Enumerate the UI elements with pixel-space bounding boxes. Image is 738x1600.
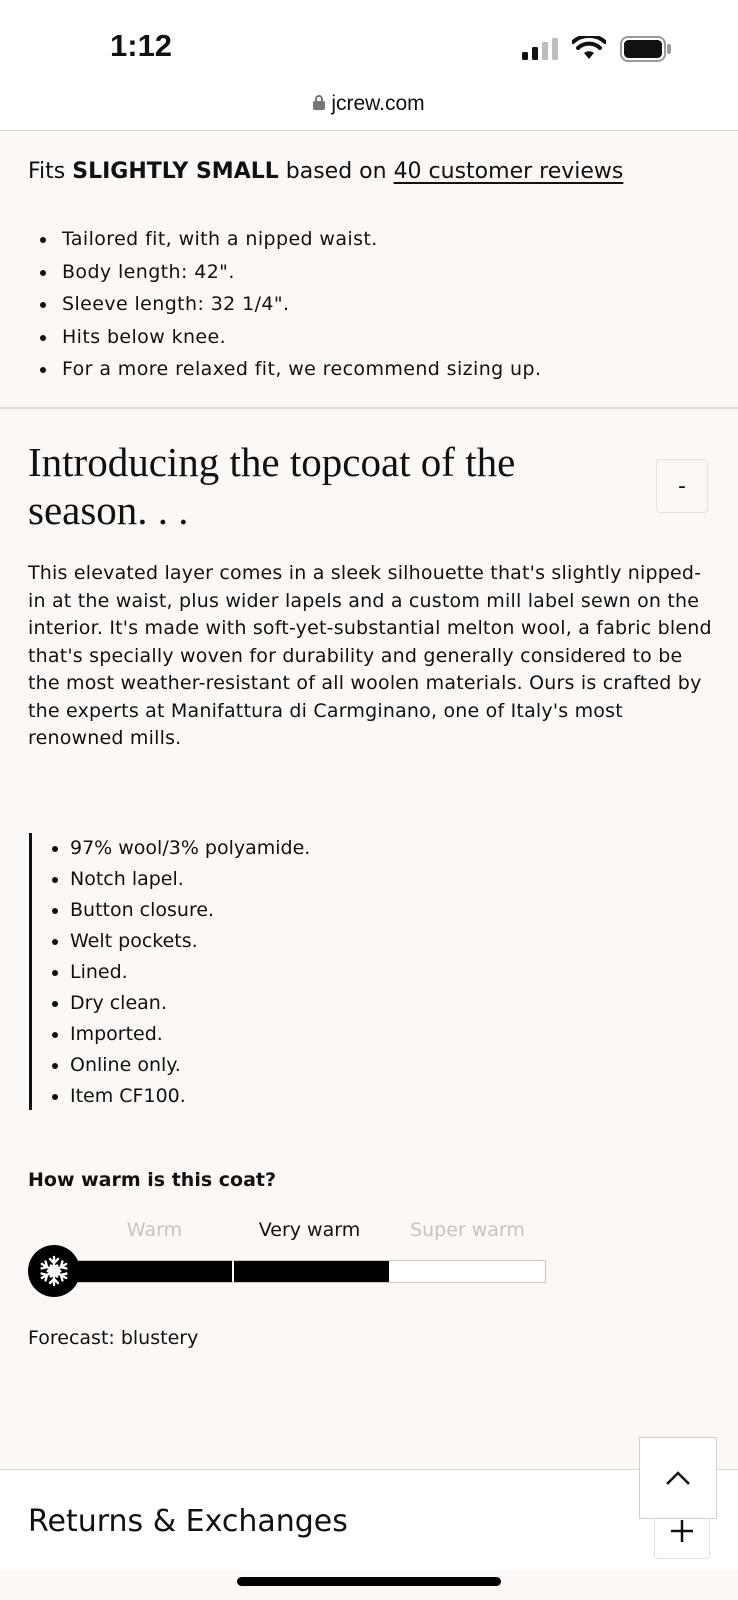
snowflake-icon xyxy=(37,1254,71,1288)
list-item: Lined. xyxy=(32,957,310,988)
status-time: 1:12 xyxy=(110,28,173,63)
warmth-meter-divider xyxy=(232,1261,234,1282)
list-item: Notch lapel. xyxy=(32,864,310,895)
url-text: jcrew.com xyxy=(331,92,425,115)
list-item: Button closure. xyxy=(32,895,310,926)
wifi-icon xyxy=(572,36,606,62)
warmth-level-super-warm: Super warm xyxy=(410,1219,525,1241)
warmth-forecast: Forecast: blustery xyxy=(28,1327,199,1349)
warmth-level-warm: Warm xyxy=(126,1219,183,1241)
collapse-button[interactable]: - xyxy=(656,459,708,513)
warmth-question: How warm is this coat? xyxy=(28,1169,277,1191)
fit-points-list xyxy=(28,223,541,386)
list-item: Dry clean. xyxy=(32,988,310,1019)
chevron-up-icon xyxy=(665,1470,691,1486)
list-item: Imported. xyxy=(32,1019,310,1050)
fit-section xyxy=(0,131,738,409)
list-item: Hits below knee. xyxy=(28,321,541,354)
list-item: Welt pockets. xyxy=(32,926,310,957)
reviews-link[interactable]: 40 customer reviews xyxy=(393,159,624,184)
browser-status-bar xyxy=(0,0,738,131)
plus-icon xyxy=(669,1518,695,1544)
list-item: Body length: 42". xyxy=(28,256,541,289)
fit-prefix: Fits xyxy=(28,159,73,184)
home-indicator xyxy=(237,1577,501,1586)
lock-icon xyxy=(313,94,325,110)
product-description: This elevated layer comes in a sleek silhouette that's slightly nipped-in at the waist, plus wider lapels and a custom mill label sewn on the interior. It's made with soft-yet-substantial melton wool, a fabric blend that's specially woven for durability and generally considered to be the most weather-resistant of all woolen materials. Ours is crafted by the experts at Manifattura di Carmginano, one of Italy's most renowned mills. xyxy=(28,562,712,749)
product-details xyxy=(29,833,310,1110)
returns-title: Returns & Exchanges xyxy=(28,1504,348,1539)
list-item: For a more relaxed fit, we recommend sizing up. xyxy=(28,353,541,386)
fit-summary xyxy=(28,159,623,184)
warmth-meter xyxy=(76,1260,546,1283)
returns-accordion[interactable] xyxy=(0,1469,738,1570)
list-item: Online only. xyxy=(32,1050,310,1081)
back-to-top-button[interactable] xyxy=(639,1437,717,1519)
snowflake-badge xyxy=(28,1245,80,1297)
product-headline: Introducing the topcoat of the season. . . xyxy=(28,439,516,533)
fit-middle: based on xyxy=(278,159,394,184)
fit-size: SLIGHTLY SMALL xyxy=(72,159,279,184)
cellular-signal-icon xyxy=(522,38,560,60)
list-item: 97% wool/3% polyamide. xyxy=(32,833,310,864)
list-item: Tailored fit, with a nipped waist. xyxy=(28,223,541,256)
details-list xyxy=(32,833,310,1112)
list-item: Sleeve length: 32 1/4". xyxy=(28,288,541,321)
battery-icon xyxy=(620,36,672,62)
list-item: Item CF100. xyxy=(32,1081,310,1112)
url-bar[interactable] xyxy=(0,92,738,116)
warmth-level-very-warm: Very warm xyxy=(258,1219,361,1241)
